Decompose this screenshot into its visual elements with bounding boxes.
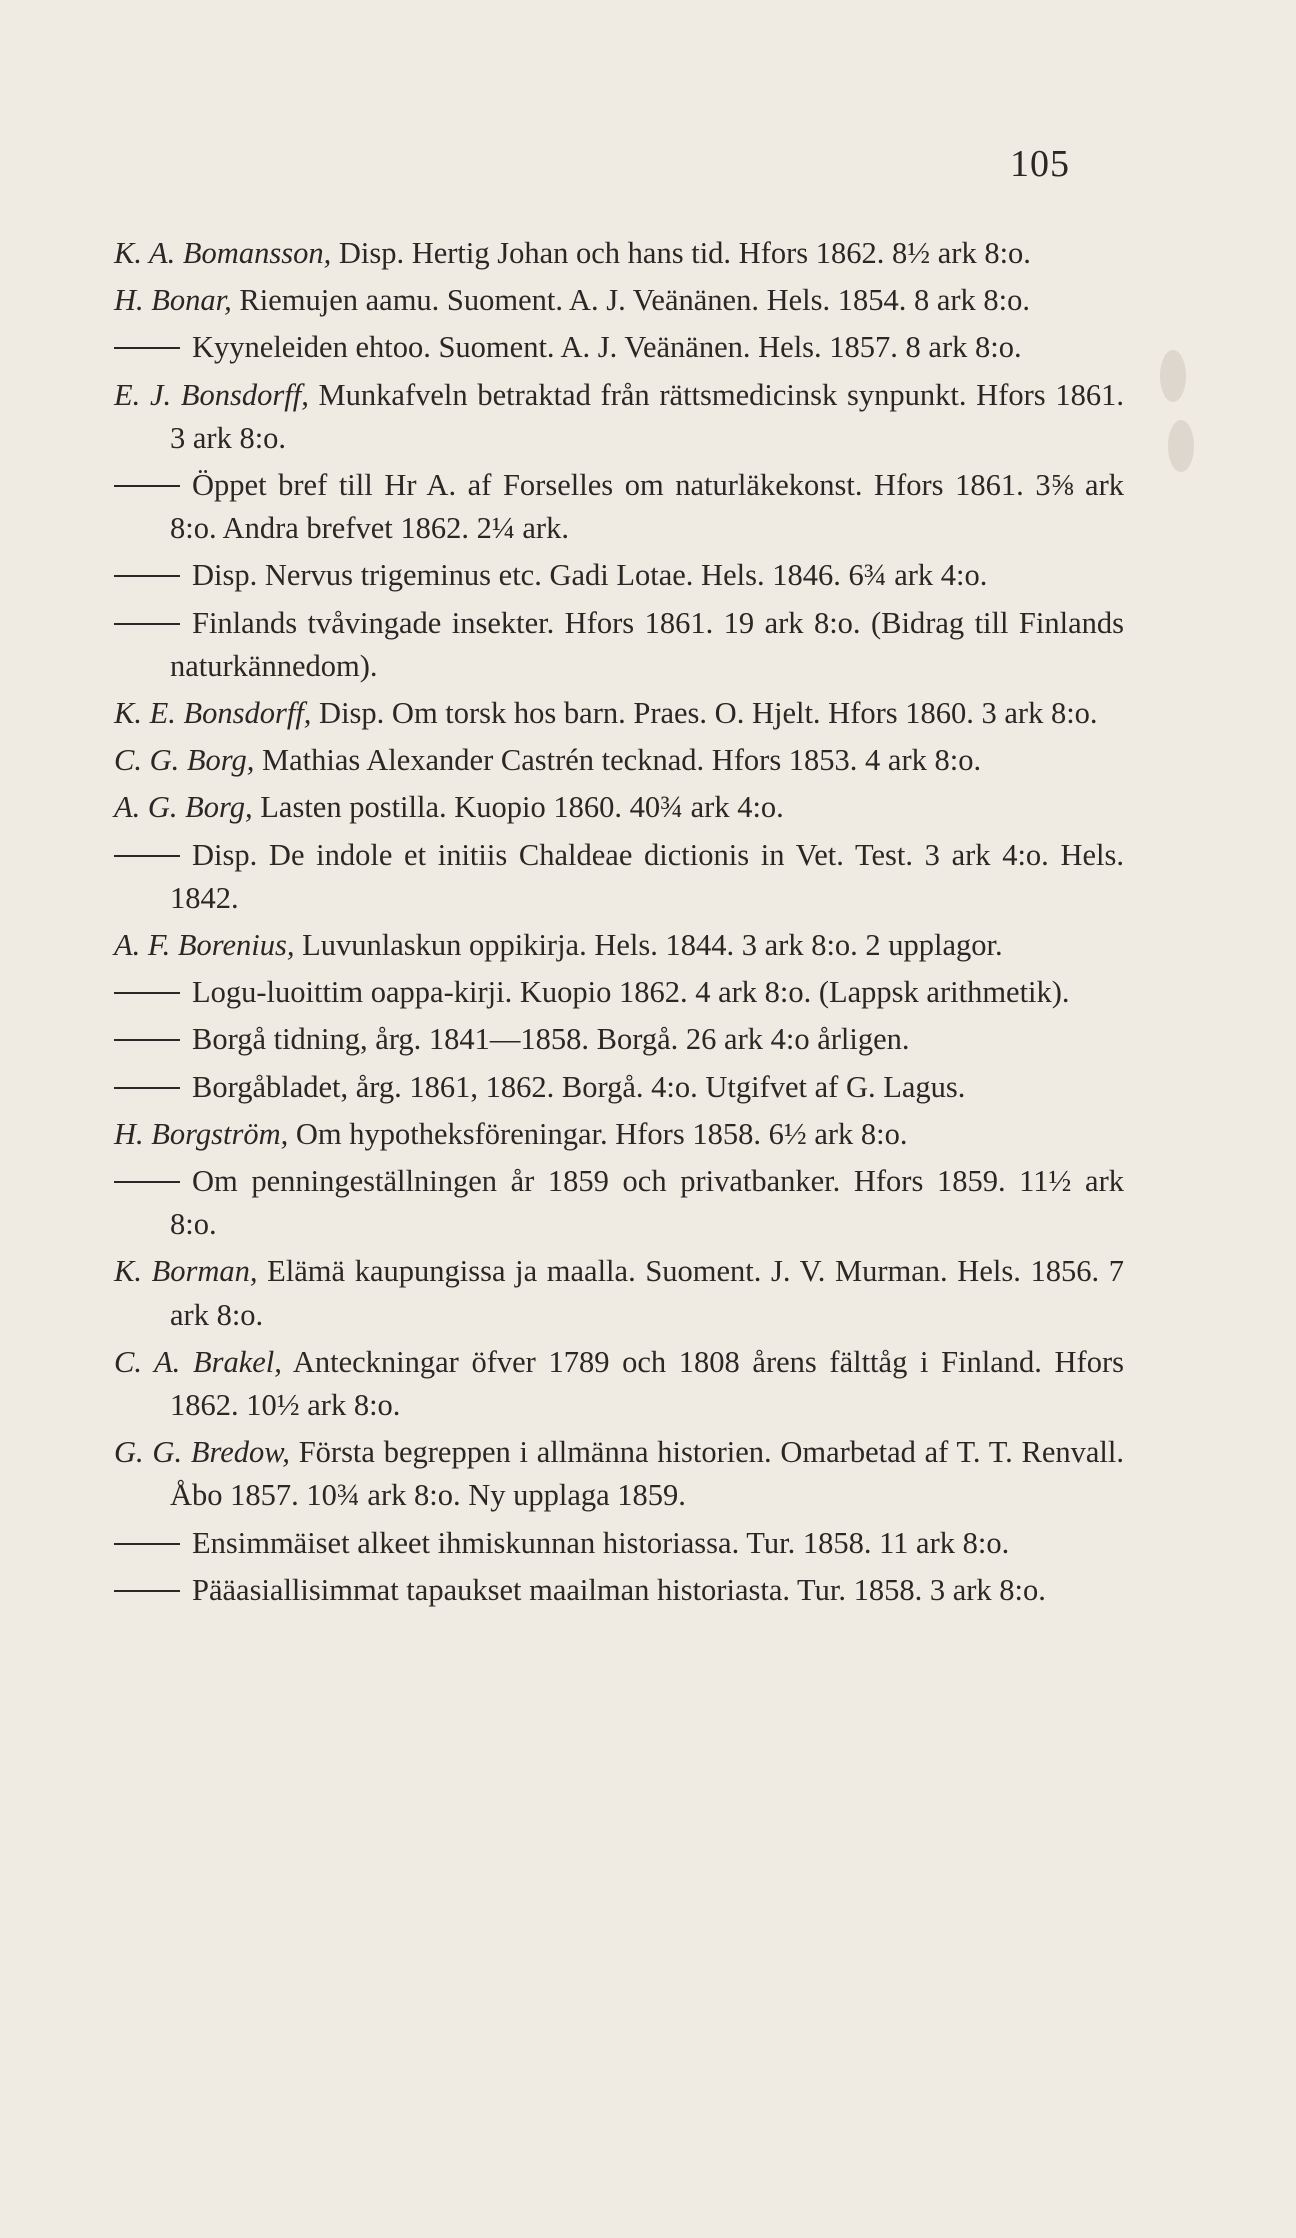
bibliography-entry bbox=[114, 924, 1124, 967]
entry-text: Ensimmäiset alkeet ihmiskunnan historiassa. Tur. 1858. 11 ark 8:o. bbox=[192, 1525, 1010, 1560]
page-number: 105 bbox=[1010, 143, 1070, 185]
bibliography-entry bbox=[114, 1018, 1124, 1061]
entry-text: Pääasiallisimmat tapaukset maailman historiasta. Tur. 1858. 3 ark 8:o. bbox=[192, 1572, 1046, 1607]
entry-text: Första begreppen i allmänna historien. Omarbetad af T. T. Renvall. Åbo 1857. 10¾ ark 8:o. Ny upplaga 1859. bbox=[170, 1435, 1124, 1513]
bibliography-entry bbox=[114, 692, 1124, 735]
entry-text: Kyyneleiden ehtoo. Suoment. A. J. Veänänen. Hels. 1857. 8 ark 8:o. bbox=[192, 330, 1022, 365]
entry-text: Elämä kaupungissa ja maalla. Suoment. J. V. Murman. Hels. 1856. 7 ark 8:o. bbox=[170, 1254, 1124, 1332]
entry-text: Om penningeställningen år 1859 och privatbanker. Hfors 1859. 11½ ark 8:o. bbox=[170, 1164, 1124, 1242]
entry-text: Borgåbladet, årg. 1861, 1862. Borgå. 4:o. Utgifvet af G. Lagus. bbox=[192, 1069, 966, 1104]
entry-text: Disp. Om torsk hos barn. Praes. O. Hjelt. Hfors 1860. 3 ark 8:o. bbox=[311, 696, 1098, 731]
entry-text: Anteckningar öfver 1789 och 1808 årens fälttåg i Finland. Hfors 1862. 10½ ark 8:o. bbox=[170, 1344, 1124, 1423]
entry-text: Disp. De indole et initiis Chaldeae dictionis in Vet. Test. 3 ark 4:o. Hels. 1842. bbox=[170, 837, 1124, 915]
entry-author: A. F. Borenius, bbox=[114, 928, 295, 963]
ditto-dash bbox=[114, 1181, 180, 1183]
entry-text: Riemujen aamu. Suoment. A. J. Veänänen. Hels. 1854. 8 ark 8:o. bbox=[231, 283, 1031, 318]
ditto-dash bbox=[114, 855, 180, 857]
bibliography-entry bbox=[114, 1569, 1124, 1612]
bibliography-entry bbox=[114, 464, 1124, 550]
bibliography-entry bbox=[114, 232, 1124, 275]
bibliography-entry bbox=[114, 279, 1124, 322]
entry-author: G. G. Bredow, bbox=[114, 1435, 290, 1470]
ditto-dash bbox=[114, 485, 180, 487]
ditto-dash bbox=[114, 1087, 180, 1089]
entry-text: Logu-luoittim oappa-kirji. Kuopio 1862. 4 ark 8:o. (Lappsk arithmetik). bbox=[192, 975, 1070, 1010]
entry-text: Luvunlaskun oppikirja. Hels. 1844. 3 ark 8:o. 2 upplagor. bbox=[294, 928, 1003, 963]
bibliography-entry bbox=[114, 1522, 1124, 1565]
bibliography-entry bbox=[114, 1341, 1124, 1427]
bibliography-entries bbox=[114, 232, 1124, 1616]
ditto-dash bbox=[114, 623, 180, 625]
ditto-dash bbox=[114, 1543, 180, 1545]
paper-stain bbox=[1168, 420, 1194, 472]
bibliography-entry bbox=[114, 602, 1124, 688]
entry-author: H. Borgström, bbox=[114, 1116, 289, 1151]
bibliography-entry bbox=[114, 1250, 1124, 1336]
entry-author: C. A. Brakel, bbox=[114, 1344, 282, 1379]
paper-stain bbox=[1160, 350, 1186, 402]
ditto-dash bbox=[114, 575, 180, 577]
bibliography-entry bbox=[114, 1113, 1124, 1156]
entry-text: Mathias Alexander Castrén tecknad. Hfors 1853. 4 ark 8:o. bbox=[254, 743, 982, 778]
entry-text: Öppet bref till Hr A. af Forselles om naturläkekonst. Hfors 1861. 3⅝ ark 8:o. Andra brefvet 1862. 2¼ ark. bbox=[170, 468, 1124, 546]
bibliography-entry bbox=[114, 786, 1124, 829]
entry-author: C. G. Borg, bbox=[114, 743, 255, 778]
bibliography-entry bbox=[114, 739, 1124, 782]
ditto-dash bbox=[114, 347, 180, 349]
entry-author: E. J. Bonsdorff, bbox=[114, 377, 309, 412]
entry-author: K. E. Bonsdorff, bbox=[114, 696, 312, 731]
entry-author: K. A. Bomansson, bbox=[114, 236, 332, 270]
entry-text: Disp. Nervus trigeminus etc. Gadi Lotae. Hels. 1846. 6¾ ark 4:o. bbox=[192, 558, 988, 593]
entry-author: K. Borman, bbox=[114, 1254, 258, 1289]
bibliography-entry bbox=[114, 971, 1124, 1014]
bibliography-entry bbox=[114, 1160, 1124, 1246]
bibliography-entry bbox=[114, 834, 1124, 920]
bibliography-entry bbox=[114, 374, 1124, 460]
bibliography-entry bbox=[114, 326, 1124, 369]
entry-text: Lasten postilla. Kuopio 1860. 40¾ ark 4:o. bbox=[252, 790, 784, 825]
entry-text: Borgå tidning, årg. 1841—1858. Borgå. 26 ark 4:o årligen. bbox=[192, 1022, 910, 1057]
entry-text: Finlands tvåvingade insekter. Hfors 1861. 19 ark 8:o. (Bidrag till Finlands naturkännedom). bbox=[170, 605, 1124, 683]
ditto-dash bbox=[114, 992, 180, 994]
bibliography-entry bbox=[114, 1066, 1124, 1109]
entry-text: Disp. Hertig Johan och hans tid. Hfors 1862. 8½ ark 8:o. bbox=[331, 236, 1031, 270]
ditto-dash bbox=[114, 1590, 180, 1592]
bibliography-entry bbox=[114, 1431, 1124, 1517]
entry-author: A. G. Borg, bbox=[114, 790, 253, 825]
entry-text: Om hypotheksföreningar. Hfors 1858. 6½ ark 8:o. bbox=[288, 1116, 908, 1151]
bibliography-entry bbox=[114, 554, 1124, 597]
ditto-dash bbox=[114, 1039, 180, 1041]
entry-author: H. Bonar, bbox=[114, 283, 232, 318]
entry-text: Munkafveln betraktad från rättsmedicinsk synpunkt. Hfors 1861. 3 ark 8:o. bbox=[170, 377, 1124, 455]
